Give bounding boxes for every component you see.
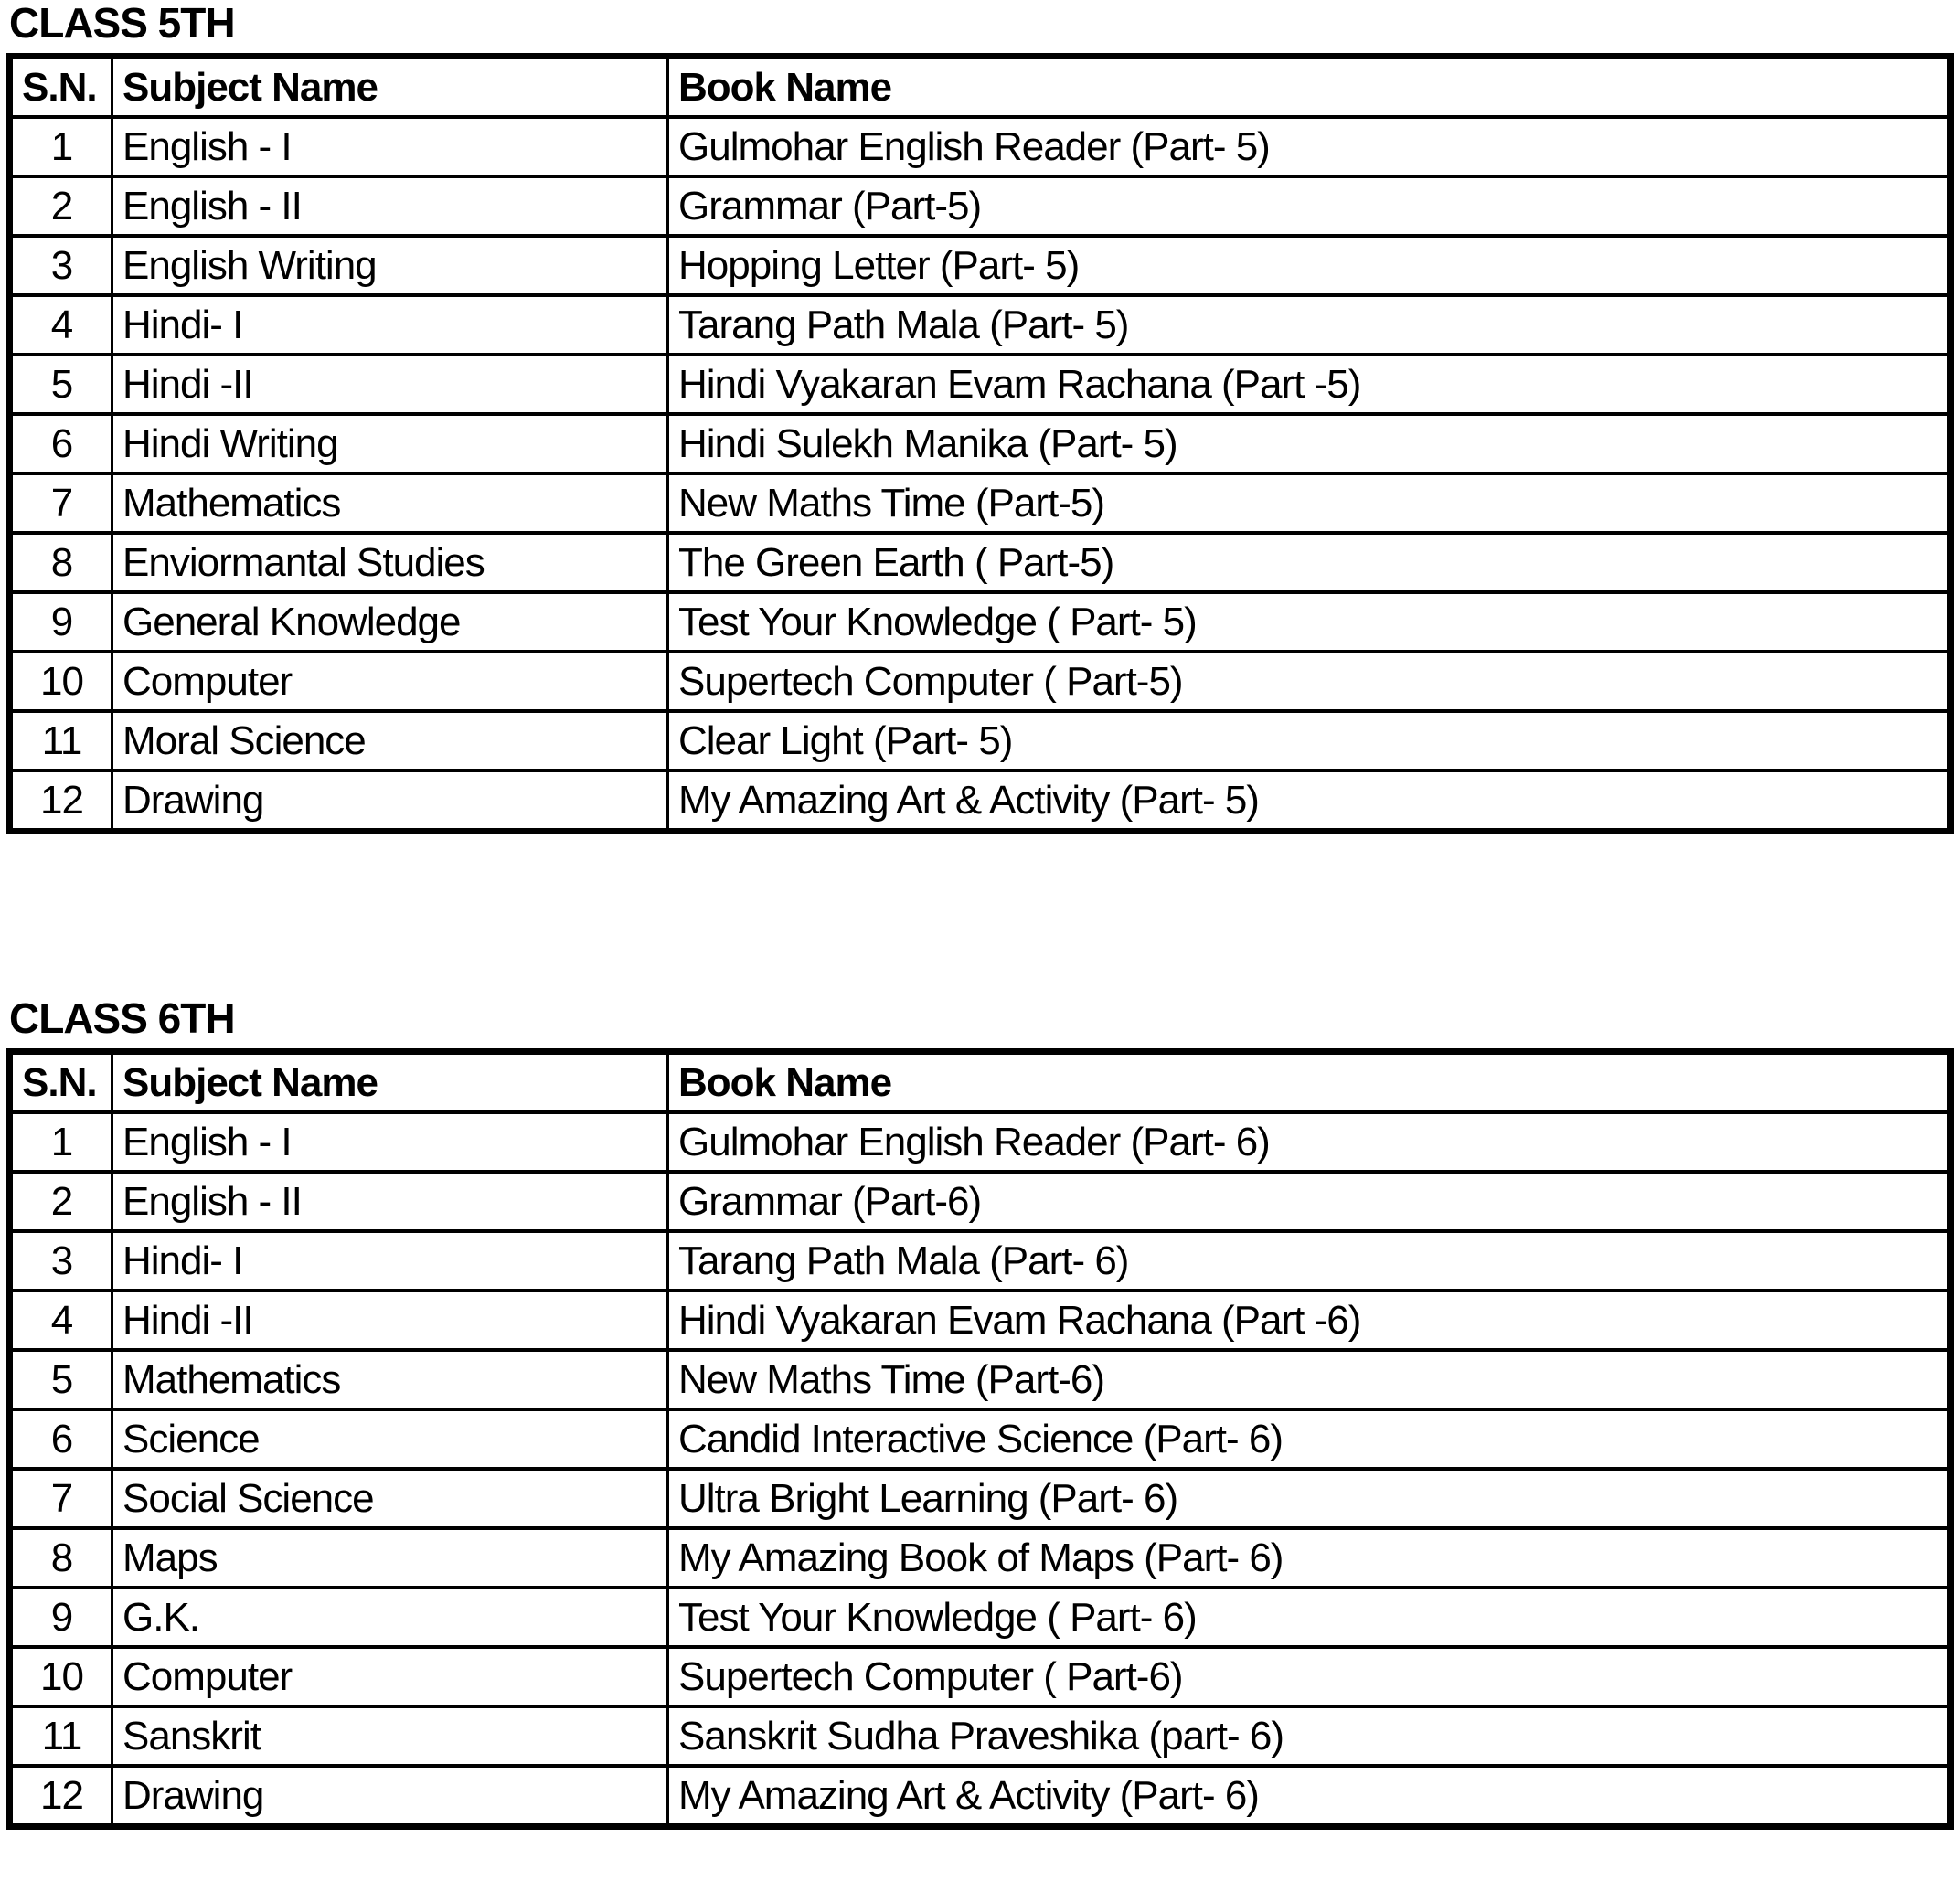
table-row (10, 1350, 1951, 1409)
table-row (10, 1231, 1951, 1291)
subject-name-cell: English - I (112, 1112, 668, 1172)
book-name-cell: Test Your Knowledge ( Part- 6) (668, 1588, 1951, 1647)
subject-name-cell: Computer (112, 1647, 668, 1706)
subject-name-cell: General Knowledge (112, 592, 668, 652)
subject-name-cell: Hindi- I (112, 1231, 668, 1291)
book-column-header: Book Name (668, 1052, 1951, 1113)
table-row (10, 1112, 1951, 1172)
subject-name-cell: English Writing (112, 236, 668, 295)
serial-number-cell: 11 (10, 1706, 112, 1766)
serial-number-cell: 11 (10, 711, 112, 770)
subject-name-cell: Maps (112, 1528, 668, 1588)
subject-name-cell: English - I (112, 117, 668, 176)
subject-name-cell: Drawing (112, 1766, 668, 1827)
serial-number-cell: 12 (10, 770, 112, 832)
table-header-row (10, 57, 1951, 118)
table-row (10, 176, 1951, 236)
serial-number-cell: 3 (10, 236, 112, 295)
book-name-cell: Hindi Vyakaran Evam Rachana (Part -6) (668, 1291, 1951, 1350)
table-row (10, 1766, 1951, 1827)
book-name-cell: Grammar (Part-5) (668, 176, 1951, 236)
serial-number-cell: 7 (10, 473, 112, 533)
subject-name-cell: Sanskrit (112, 1706, 668, 1766)
serial-number-cell: 6 (10, 1409, 112, 1469)
serial-number-cell: 4 (10, 295, 112, 355)
book-name-cell: Grammar (Part-6) (668, 1172, 1951, 1231)
serial-number-cell: 10 (10, 1647, 112, 1706)
table-row (10, 295, 1951, 355)
serial-number-cell: 9 (10, 592, 112, 652)
subject-name-cell: Hindi -II (112, 355, 668, 414)
book-name-cell: Candid Interactive Science (Part- 6) (668, 1409, 1951, 1469)
sn-column-header: S.N. (10, 57, 112, 118)
table-row (10, 1172, 1951, 1231)
book-name-cell: My Amazing Art & Activity (Part- 6) (668, 1766, 1951, 1827)
subject-name-cell: Drawing (112, 770, 668, 832)
subject-column-header: Subject Name (112, 57, 668, 118)
serial-number-cell: 8 (10, 1528, 112, 1588)
serial-number-cell: 6 (10, 414, 112, 473)
subject-name-cell: Mathematics (112, 473, 668, 533)
book-name-cell: My Amazing Book of Maps (Part- 6) (668, 1528, 1951, 1588)
subject-name-cell: G.K. (112, 1588, 668, 1647)
book-name-cell: New Maths Time (Part-5) (668, 473, 1951, 533)
book-name-cell: Gulmohar English Reader (Part- 5) (668, 117, 1951, 176)
book-name-cell: Hindi Vyakaran Evam Rachana (Part -5) (668, 355, 1951, 414)
book-name-cell: Supertech Computer ( Part-5) (668, 652, 1951, 711)
book-name-cell: Gulmohar English Reader (Part- 6) (668, 1112, 1951, 1172)
subject-name-cell: Science (112, 1409, 668, 1469)
table-row (10, 414, 1951, 473)
book-name-cell: Tarang Path Mala (Part- 6) (668, 1231, 1951, 1291)
table-row (10, 533, 1951, 592)
book-name-cell: Clear Light (Part- 5) (668, 711, 1951, 770)
table-row (10, 1409, 1951, 1469)
table-row (10, 236, 1951, 295)
book-name-cell: My Amazing Art & Activity (Part- 5) (668, 770, 1951, 832)
subject-name-cell: English - II (112, 1172, 668, 1231)
book-name-cell: Tarang Path Mala (Part- 5) (668, 295, 1951, 355)
subject-name-cell: Moral Science (112, 711, 668, 770)
table-row (10, 1647, 1951, 1706)
subject-column-header: Subject Name (112, 1052, 668, 1113)
serial-number-cell: 5 (10, 355, 112, 414)
subject-name-cell: Social Science (112, 1469, 668, 1528)
serial-number-cell: 4 (10, 1291, 112, 1350)
book-name-cell: Test Your Knowledge ( Part- 5) (668, 592, 1951, 652)
serial-number-cell: 9 (10, 1588, 112, 1647)
subject-name-cell: Hindi -II (112, 1291, 668, 1350)
class-5-title: CLASS 5TH (9, 0, 235, 47)
subject-name-cell: Hindi Writing (112, 414, 668, 473)
book-name-cell: Supertech Computer ( Part-6) (668, 1647, 1951, 1706)
table-row (10, 711, 1951, 770)
class-6-table (6, 1048, 1954, 1830)
table-row (10, 473, 1951, 533)
table-row (10, 770, 1951, 832)
table-row (10, 1588, 1951, 1647)
subject-name-cell: Hindi- I (112, 295, 668, 355)
serial-number-cell: 8 (10, 533, 112, 592)
table-row (10, 652, 1951, 711)
subject-name-cell: Computer (112, 652, 668, 711)
table-row (10, 117, 1951, 176)
class-6-title: CLASS 6TH (9, 994, 235, 1042)
subject-name-cell: Enviormantal Studies (112, 533, 668, 592)
table-row (10, 1291, 1951, 1350)
serial-number-cell: 12 (10, 1766, 112, 1827)
book-name-cell: The Green Earth ( Part-5) (668, 533, 1951, 592)
serial-number-cell: 2 (10, 176, 112, 236)
table-row (10, 1469, 1951, 1528)
sn-column-header: S.N. (10, 1052, 112, 1113)
table-row (10, 1706, 1951, 1766)
serial-number-cell: 5 (10, 1350, 112, 1409)
serial-number-cell: 3 (10, 1231, 112, 1291)
serial-number-cell: 2 (10, 1172, 112, 1231)
table-row (10, 355, 1951, 414)
subject-name-cell: English - II (112, 176, 668, 236)
subject-name-cell: Mathematics (112, 1350, 668, 1409)
table-row (10, 1528, 1951, 1588)
serial-number-cell: 1 (10, 117, 112, 176)
serial-number-cell: 7 (10, 1469, 112, 1528)
serial-number-cell: 10 (10, 652, 112, 711)
book-name-cell: New Maths Time (Part-6) (668, 1350, 1951, 1409)
book-name-cell: Ultra Bright Learning (Part- 6) (668, 1469, 1951, 1528)
table-row (10, 592, 1951, 652)
book-column-header: Book Name (668, 57, 1951, 118)
book-name-cell: Hopping Letter (Part- 5) (668, 236, 1951, 295)
book-name-cell: Sanskrit Sudha Praveshika (part- 6) (668, 1706, 1951, 1766)
book-name-cell: Hindi Sulekh Manika (Part- 5) (668, 414, 1951, 473)
class-5-table (6, 53, 1954, 834)
serial-number-cell: 1 (10, 1112, 112, 1172)
table-header-row (10, 1052, 1951, 1113)
